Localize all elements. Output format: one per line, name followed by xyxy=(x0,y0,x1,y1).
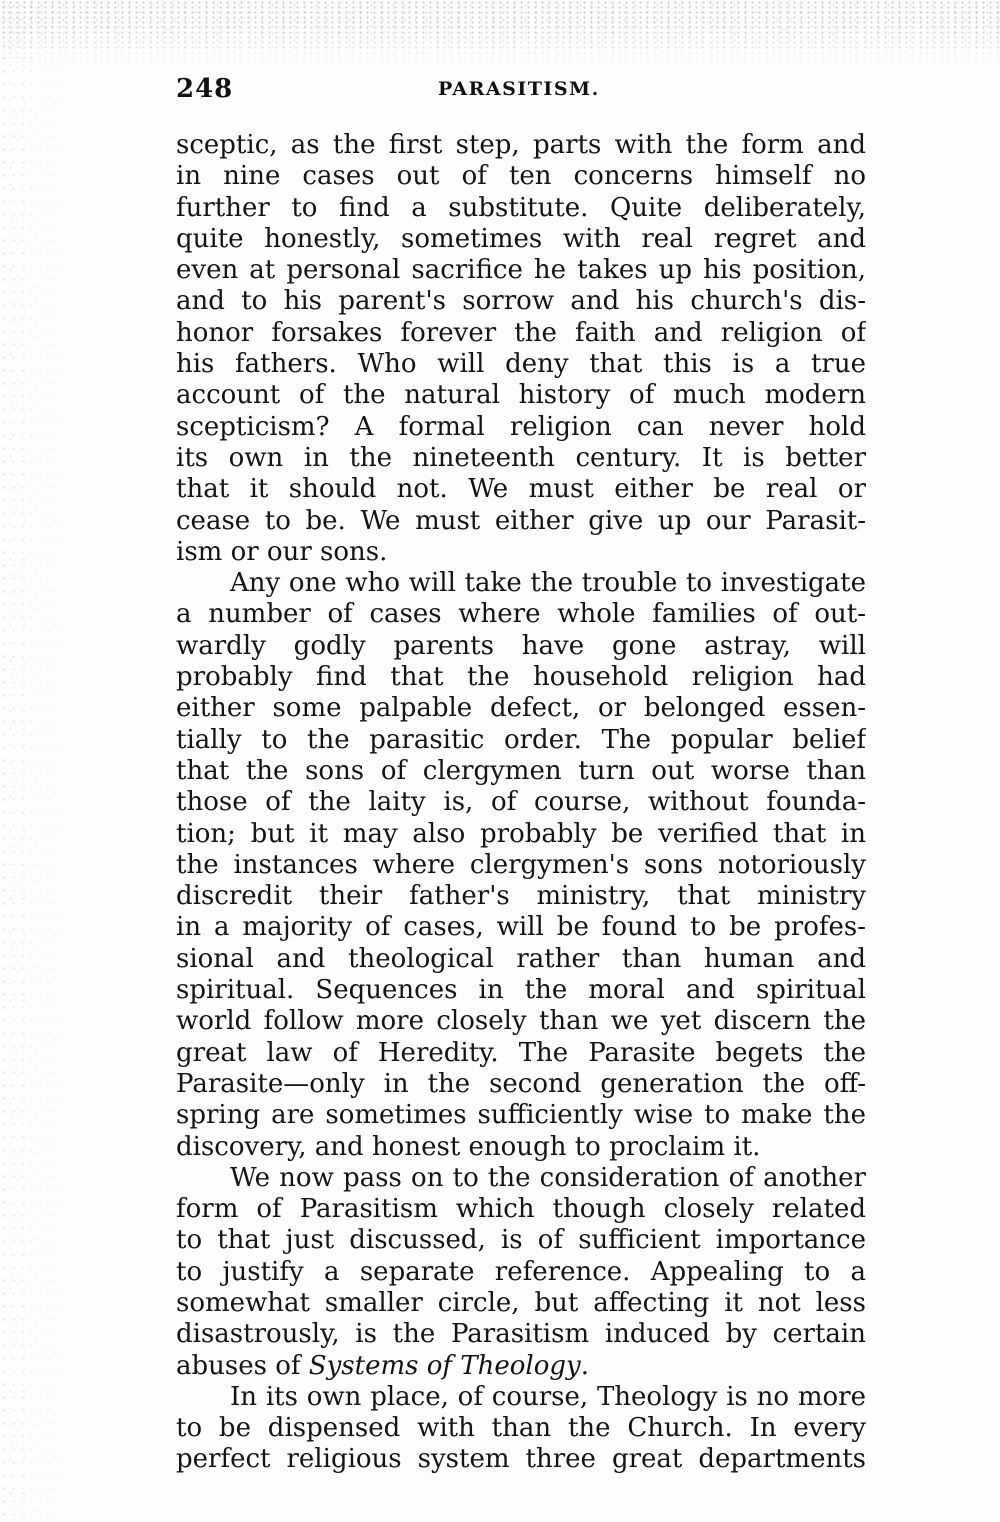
text-line: that the sons of clergymen turn out worse than xyxy=(176,755,866,786)
text-line: to justify a separate reference. Appealing to a xyxy=(176,1256,866,1287)
italic-title: Systems of Theology xyxy=(308,1350,581,1381)
paragraph-1 xyxy=(176,130,866,568)
text-line: spiritual. Sequences in the moral and spiritual xyxy=(176,975,866,1006)
text-line: those of the laity is, of course, without founda- xyxy=(176,787,866,818)
text-line: quite honestly, sometimes with real regret and xyxy=(176,223,866,254)
text-line: probably find that the household religion had xyxy=(176,662,866,693)
text-line: ism or our sons. xyxy=(176,536,388,567)
running-title: PARASITISM. xyxy=(438,78,600,100)
text-line: in nine cases out of ten concerns himself no xyxy=(176,161,866,192)
text-line: either some palpable defect, or belonged essen- xyxy=(176,693,866,724)
text-line: tially to the parasitic order. The popular belief xyxy=(176,724,866,755)
paragraph-2 xyxy=(176,568,866,1163)
text-line: to that just discussed, is of sufficient importance xyxy=(176,1225,866,1256)
text-line: a number of cases where whole families of out- xyxy=(176,599,866,630)
text-line: scepticism? A formal religion can never hold xyxy=(176,411,866,442)
text-line: Parasite—only in the second generation the off- xyxy=(176,1068,866,1099)
text-line: spring are sometimes sufficiently wise to make the xyxy=(176,1100,866,1131)
text-line: the instances where clergymen's sons notoriously xyxy=(176,849,866,880)
text-line: tion; but it may also probably be verified that in xyxy=(176,818,866,849)
text-fragment: . xyxy=(580,1350,589,1381)
text-line: perfect religious system three great departments xyxy=(176,1444,866,1475)
text-line: In its own place, of course, Theology is no more xyxy=(230,1381,866,1412)
text-line: honor forsakes forever the faith and religion of xyxy=(176,317,866,348)
text-line: disastrously, is the Parasitism induced by certain xyxy=(176,1319,866,1350)
page-header xyxy=(176,74,866,110)
text-line: form of Parasitism which though closely related xyxy=(176,1194,866,1225)
text-line: his fathers. Who will deny that this is a true xyxy=(176,349,866,380)
text-line: discovery, and honest enough to proclaim it. xyxy=(176,1131,761,1162)
text-line: even at personal sacrifice he takes up his position, xyxy=(176,255,866,286)
text-line: somewhat smaller circle, but affecting it not less xyxy=(176,1287,866,1318)
body-text xyxy=(176,130,866,1476)
text-line: its own in the nineteenth century. It is better xyxy=(176,442,866,473)
text-line: further to find a substitute. Quite deliberately, xyxy=(176,192,866,223)
text-line: account of the natural history of much modern xyxy=(176,380,866,411)
paragraph-4 xyxy=(176,1382,866,1476)
scan-noise-left xyxy=(0,0,70,1522)
text-line: Any one who will take the trouble to investigate xyxy=(230,568,866,599)
text-line-with-italic xyxy=(176,1351,866,1382)
scan-noise-top xyxy=(0,0,1000,70)
text-line: in a majority of cases, will be found to be profes- xyxy=(176,912,866,943)
text-line: cease to be. We must either give up our Parasit- xyxy=(176,505,866,536)
text-line: wardly godly parents have gone astray, will xyxy=(176,630,866,661)
text-fragment: abuses of xyxy=(176,1350,309,1381)
text-line: sceptic, as the first step, parts with the form and xyxy=(176,130,866,160)
page-number: 248 xyxy=(176,74,234,104)
paragraph-3 xyxy=(176,1163,866,1382)
text-line: We now pass on to the consideration of another xyxy=(230,1162,866,1193)
text-line: great law of Heredity. The Parasite begets the xyxy=(176,1037,866,1068)
text-line: and to his parent's sorrow and his church's dis- xyxy=(176,286,866,317)
text-line: to be dispensed with than the Church. In every xyxy=(176,1413,866,1444)
text-line: that it should not. We must either be real or xyxy=(176,474,866,505)
text-line: world follow more closely than we yet discern the xyxy=(176,1006,866,1037)
text-line: discredit their father's ministry, that ministry xyxy=(176,881,866,912)
text-line: sional and theological rather than human and xyxy=(176,943,866,974)
